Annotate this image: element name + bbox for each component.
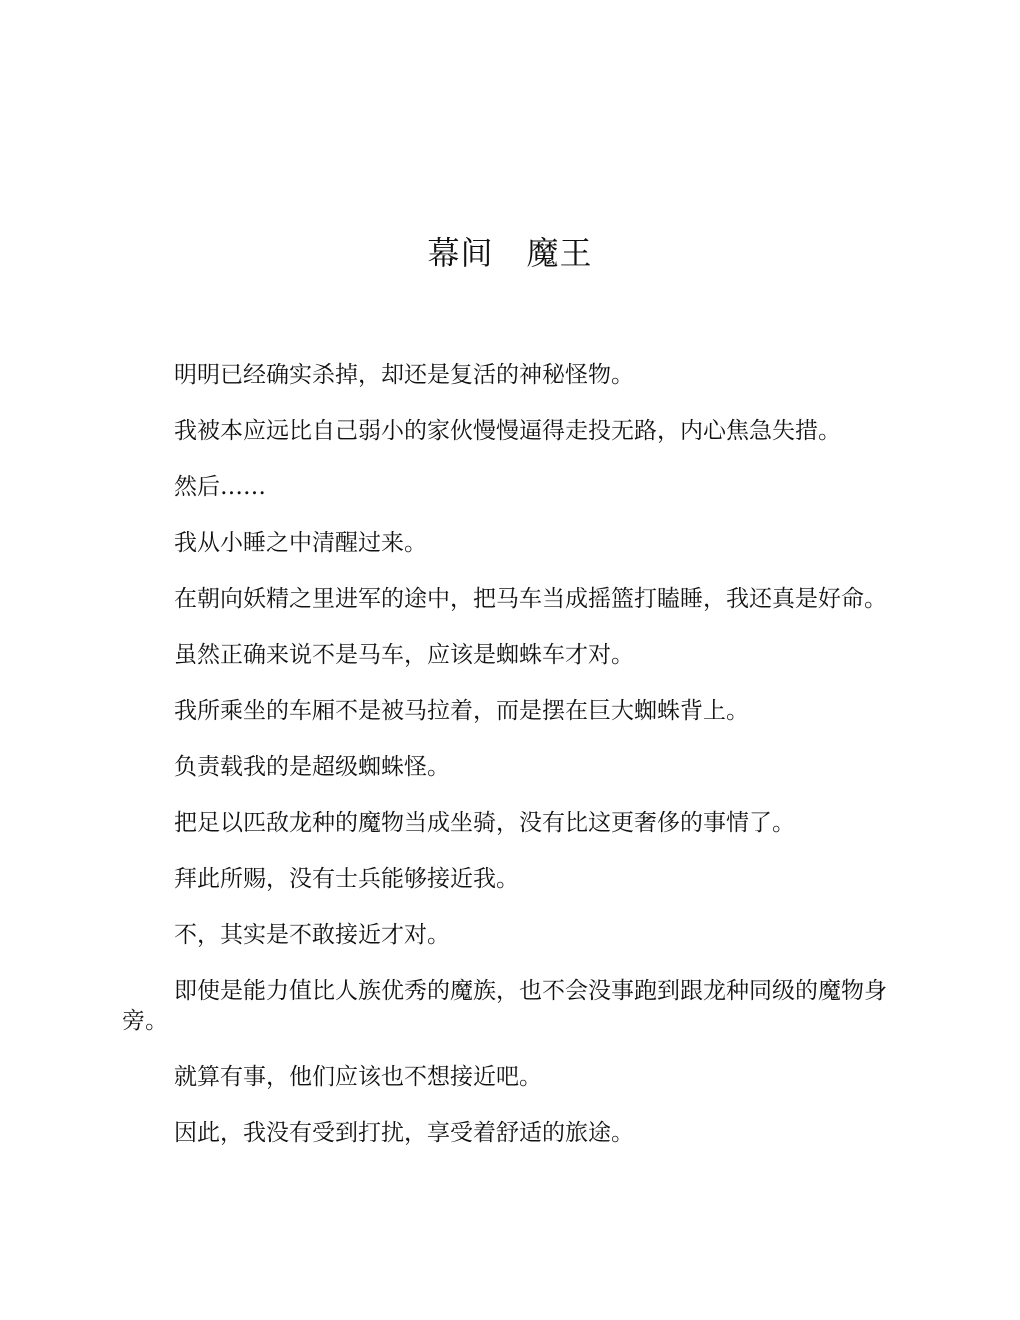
paragraph: 然后…… bbox=[174, 474, 266, 500]
paragraph: 负责载我的是超级蜘蛛怪。 bbox=[174, 754, 450, 780]
paragraph: 在朝向妖精之里进军的途中，把马车当成摇篮打瞌睡，我还真是好命。 bbox=[174, 586, 887, 612]
paragraph: 把足以匹敌龙种的魔物当成坐骑，没有比这更奢侈的事情了。 bbox=[174, 810, 795, 836]
paragraph: 虽然正确来说不是马车，应该是蜘蛛车才对。 bbox=[174, 642, 634, 668]
paragraph: 就算有事，他们应该也不想接近吧。 bbox=[174, 1064, 542, 1090]
paragraph: 我从小睡之中清醒过来。 bbox=[174, 530, 427, 556]
paragraph: 我所乘坐的车厢不是被马拉着，而是摆在巨大蜘蛛背上。 bbox=[174, 698, 749, 724]
paragraph: 因此，我没有受到打扰，享受着舒适的旅途。 bbox=[174, 1120, 634, 1146]
body-text bbox=[122, 360, 902, 1174]
paragraph: 即使是能力值比人族优秀的魔族，也不会没事跑到跟龙种同级的魔物身旁。 bbox=[122, 978, 887, 1034]
paragraph: 不，其实是不敢接近才对。 bbox=[174, 922, 450, 948]
paragraph: 拜此所赐，没有士兵能够接近我。 bbox=[174, 866, 519, 892]
chapter-title: 幕间 魔王 bbox=[427, 234, 593, 272]
paragraph: 明明已经确实杀掉，却还是复活的神秘怪物。 bbox=[174, 362, 634, 388]
paragraph: 我被本应远比自己弱小的家伙慢慢逼得走投无路，内心焦急失措。 bbox=[174, 418, 841, 444]
